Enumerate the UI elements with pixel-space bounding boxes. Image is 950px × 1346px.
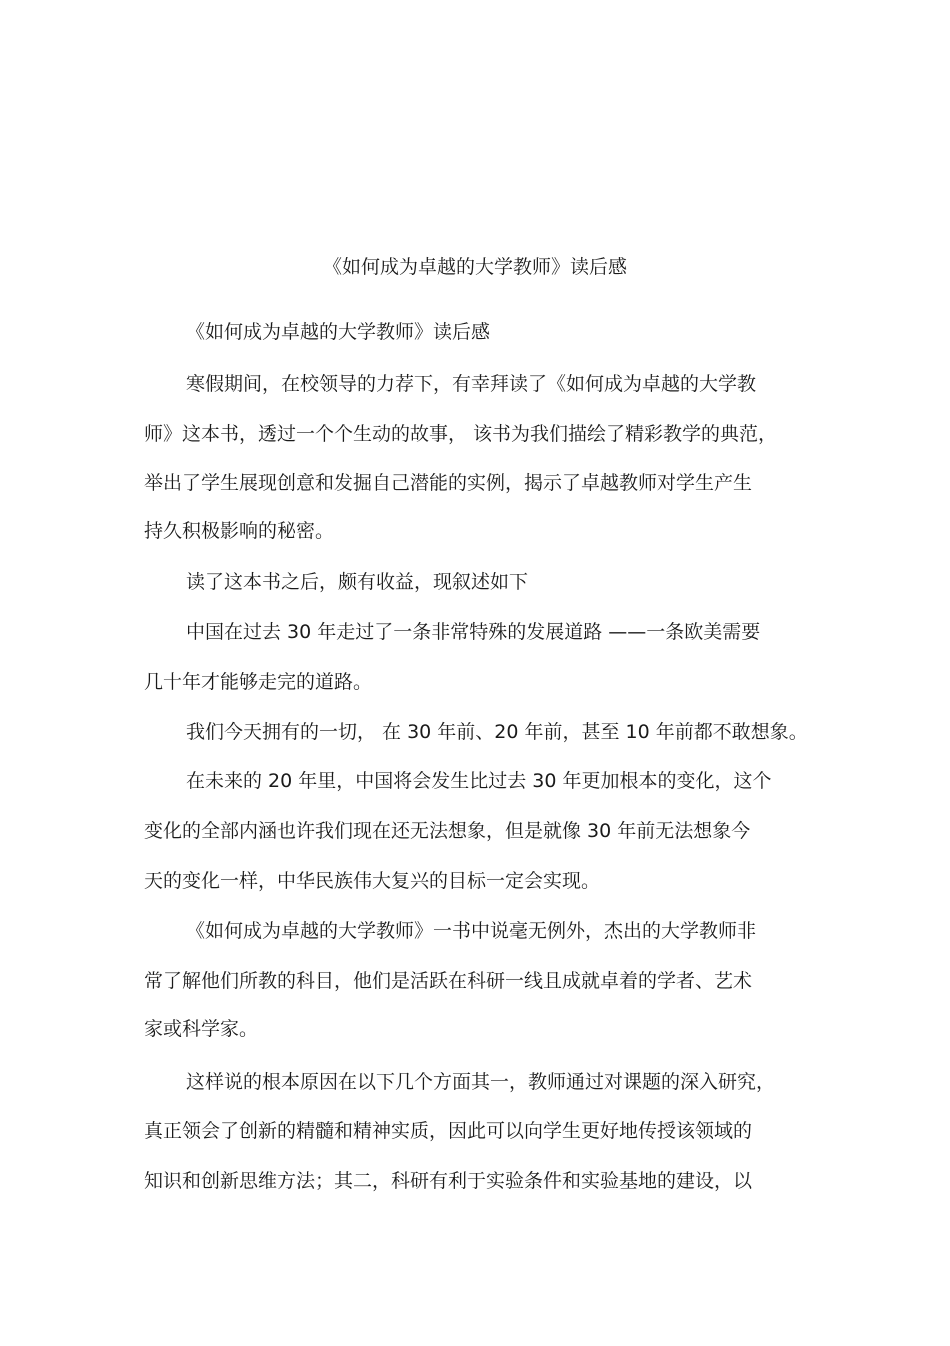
paragraph-line: 几十年才能够走完的道路。: [144, 671, 373, 693]
paragraph-line: 在未来的 20 年里，中国将会发生比过去 30 年更加根本的变化，这个: [186, 770, 772, 792]
paragraph-line: 知识和创新思维方法；其二，科研有利于实验条件和实验基地的建设，以: [144, 1170, 753, 1192]
paragraph-line: 寒假期间，在校领导的力荐下，有幸拜读了《如何成为卓越的大学教: [186, 373, 757, 395]
paragraph-line: 《如何成为卓越的大学教师》一书中说毫无例外，杰出的大学教师非: [186, 920, 757, 942]
paragraph-line: 举出了学生展现创意和发掘自己潜能的实例，揭示了卓越教师对学生产生: [144, 472, 753, 494]
document-subtitle: 《如何成为卓越的大学教师》读后感: [186, 321, 491, 343]
paragraph-line: 这样说的根本原因在以下几个方面其一，教师通过对课题的深入研究，: [186, 1071, 776, 1093]
paragraph-line: 读了这本书之后，颇有收益，现叙述如下: [186, 571, 529, 593]
paragraph-line: 我们今天拥有的一切， 在 30 年前、20 年前，甚至 10 年前都不敢想象。: [186, 721, 808, 743]
paragraph-line: 真正领会了创新的精髓和精神实质，因此可以向学生更好地传授该领域的: [144, 1120, 753, 1142]
paragraph-line: 变化的全部内涵也许我们现在还无法想象，但是就像 30 年前无法想象今: [144, 820, 751, 842]
paragraph-line: 中国在过去 30 年走过了一条非常特殊的发展道路 ——一条欧美需要: [186, 621, 761, 643]
paragraph-line: 持久积极影响的秘密。: [144, 520, 335, 542]
paragraph-line: 师》这本书，透过一个个生动的故事， 该书为我们描绘了精彩教学的典范，: [144, 423, 778, 445]
paragraph-line: 常了解他们所教的科目，他们是活跃在科研一线且成就卓着的学者、艺术: [144, 970, 753, 992]
paragraph-line: 天的变化一样，中华民族伟大复兴的目标一定会实现。: [144, 870, 601, 892]
document-title: 《如何成为卓越的大学教师》读后感: [322, 256, 627, 278]
paragraph-line: 家或科学家。: [144, 1018, 259, 1040]
